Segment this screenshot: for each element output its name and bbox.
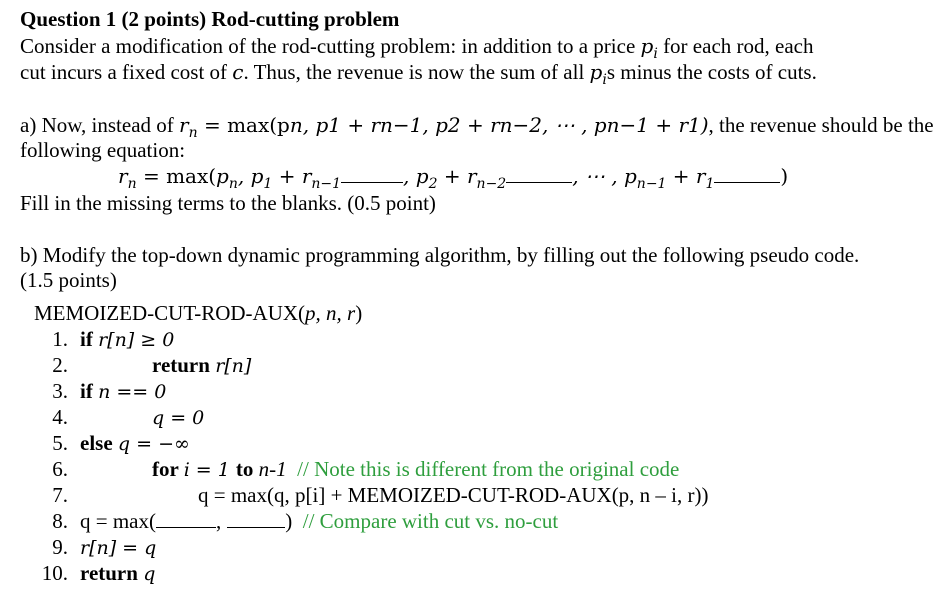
code-text: i = 1 <box>183 459 236 481</box>
line-number: 9. <box>52 535 68 559</box>
keyword: if <box>80 327 99 351</box>
part-b-line-1: b) Modify the top-down dynamic programming algorithm, by filling out the following pseudo code. <box>20 243 860 267</box>
code-line-7 <box>40 482 709 508</box>
code-line-3 <box>40 378 166 405</box>
code-line-5 <box>40 430 190 457</box>
code-line-2 <box>40 352 251 379</box>
part-a-line-2: following equation: <box>20 138 186 162</box>
price-symbol: p <box>589 60 603 84</box>
eq-term: + r <box>437 164 477 188</box>
eq-subscript: n−1 <box>311 176 342 193</box>
keyword: to <box>235 457 259 481</box>
line-number: 8. <box>52 509 68 533</box>
original-formula-rest: n, p1 + rn−1, p2 + rn−2, ⋯ , pn−1 + r1) <box>289 113 709 137</box>
line-number: 3. <box>52 379 68 403</box>
code-text: , <box>216 509 222 533</box>
code-text: q = max(q, p[i] + MEMOIZED-CUT-ROD-AUX(p, n – i, r)) <box>198 483 709 507</box>
keyword: for <box>152 457 184 481</box>
keyword: return <box>152 353 216 377</box>
code-line-1 <box>40 326 174 353</box>
blank-4[interactable] <box>156 511 216 528</box>
original-formula: = max(p <box>197 113 290 137</box>
eq-subscript: n−2 <box>476 176 507 193</box>
eq-subscript: n <box>228 176 238 193</box>
code-text: q <box>143 563 156 585</box>
eq-term: , p <box>403 164 429 188</box>
code-line-8 <box>40 508 558 534</box>
line-number: 4. <box>52 405 68 429</box>
cost-symbol: c <box>232 60 244 84</box>
code-line-10 <box>40 560 155 587</box>
code-line-9 <box>40 534 156 561</box>
blank-1[interactable] <box>341 166 403 183</box>
eq-subscript: 2 <box>428 176 438 193</box>
eq-term: , p <box>237 164 264 188</box>
line-number: 1. <box>52 327 68 351</box>
intro-text: . Thus, the revenue is now the sum of all <box>243 60 590 84</box>
code-text: r[n] = q <box>80 537 157 559</box>
keyword: if <box>80 379 99 403</box>
eq-term: + r <box>666 164 706 188</box>
intro-line-2 <box>20 59 817 93</box>
revenue-symbol: r <box>179 113 189 137</box>
function-signature <box>34 300 362 326</box>
code-text: n == 0 <box>98 381 167 403</box>
line-number: 2. <box>52 353 68 377</box>
intro-text: for each rod, each <box>657 34 814 58</box>
eq-subscript: n <box>127 176 137 193</box>
price-subscript: i <box>602 72 607 89</box>
part-a-text: , the revenue should be the <box>708 113 934 137</box>
eq-symbol: p <box>216 164 229 188</box>
line-number: 5. <box>52 431 68 455</box>
function-args: p, n, r <box>305 301 356 325</box>
eq-symbol: r <box>118 164 128 188</box>
blank-2[interactable] <box>506 166 572 183</box>
price-symbol: p <box>640 34 654 58</box>
code-line-6 <box>40 456 679 483</box>
question-title: Question 1 (2 points) Rod-cutting problem <box>20 7 400 31</box>
code-text: q = 0 <box>152 407 205 429</box>
eq-subscript: 1 <box>705 176 715 193</box>
code-text: n-1 <box>258 457 287 481</box>
part-a-instruction: Fill in the missing terms to the blanks. (0.5 point) <box>20 191 436 215</box>
eq-operator: ) <box>780 164 789 188</box>
code-text: q = −∞ <box>117 433 190 455</box>
intro-text: cut incurs a fixed cost of <box>20 60 233 84</box>
eq-subscript: n−1 <box>636 176 667 193</box>
price-subscript: i <box>653 46 658 63</box>
eq-term: + r <box>272 164 312 188</box>
code-comment: // Note this is different from the original code <box>297 457 680 481</box>
keyword: return <box>80 561 144 585</box>
part-b-line-2: (1.5 points) <box>20 268 117 292</box>
function-close: ) <box>355 301 363 325</box>
code-line-4 <box>40 404 204 431</box>
eq-term: , ⋯ , p <box>572 164 637 188</box>
line-number: 7. <box>52 483 68 507</box>
part-a-text: a) Now, instead of <box>20 113 180 137</box>
revenue-subscript: n <box>188 125 198 142</box>
function-name: MEMOIZED-CUT-ROD-AUX( <box>34 301 306 325</box>
eq-operator: = max( <box>136 164 217 188</box>
line-number: 6. <box>52 457 68 481</box>
line-number: 10. <box>41 561 68 585</box>
eq-subscript: 1 <box>263 176 273 193</box>
code-text: q = max( <box>80 509 156 533</box>
blank-3[interactable] <box>714 166 780 183</box>
code-comment: // Compare with cut vs. no-cut <box>302 509 559 533</box>
blank-5[interactable] <box>227 511 285 528</box>
code-text: r[n] <box>215 355 252 377</box>
code-text: r[n] ≥ 0 <box>98 329 175 351</box>
keyword: else <box>80 431 118 455</box>
intro-text: s minus the costs of cuts. <box>606 60 817 84</box>
intro-text: Consider a modification of the rod-cutting problem: in addition to a price <box>20 34 641 58</box>
code-text: ) <box>285 509 293 533</box>
